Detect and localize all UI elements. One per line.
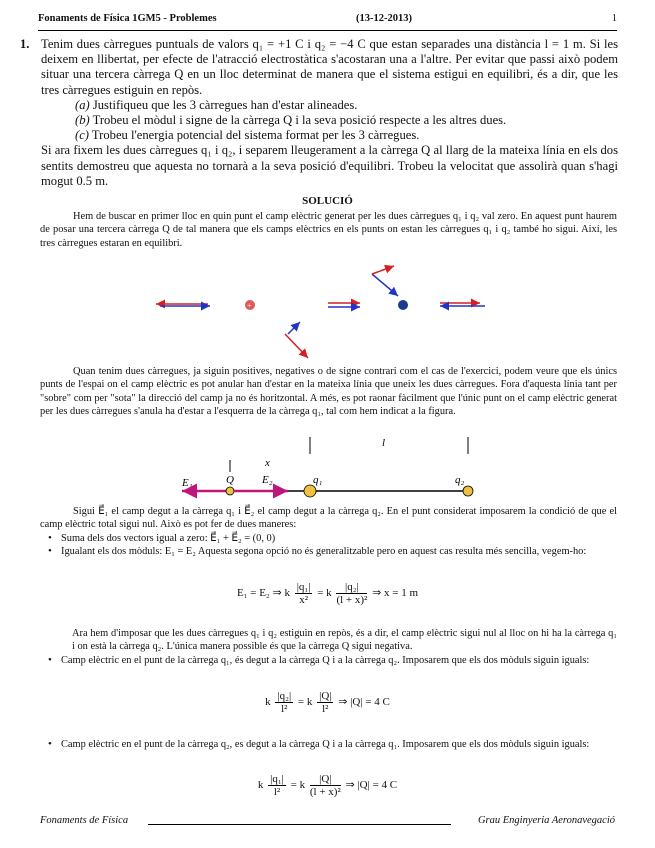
charge-q2 bbox=[463, 486, 473, 496]
item-text: Justifiqueu que les 3 càrregues han d'estar alineades. bbox=[92, 97, 358, 112]
solution-paragraph-3: Sigui E⃗₁ el camp degut a la càrrega q₁ i E⃗₂ el camp degut a la càrrega q₂. En el punt considerat imposarem la condició de que el camp elèctric total sigui nul. Això es pot fer de dues maneres: bbox=[40, 506, 617, 531]
eq1-right: ⇒ x = 1 m bbox=[372, 587, 419, 600]
label-Q: Q bbox=[226, 474, 234, 486]
solution-paragraph-2: Quan tenim dues càrregues, ja siguin positives, negatives o de signe contrari com el cas de l'exercici, podem veure que els únics punts de l'espai on el camp elèctric es pot anular han d'estar en la mateixa línia que uneix les dues càrregues. Fora d'aquesta línia tant per "sobre" com per "sota" la direcció del camp ja no és horitzontal. A més, es pot raonar fàcilment que l'únic punt on el camp elèctric generat per les dues càrregues s'anula ha d'estar a l'esquerra de la càrrega q₁, tal com hem indicat a la figura. bbox=[40, 366, 617, 418]
eq3-den2: (l + x)² bbox=[309, 786, 341, 798]
eq3-num1: |q₁| bbox=[270, 773, 284, 785]
bullet-item: • Igualant els dos mòduls: E₁ = E₂ Aquesta segona opció no és generalitzable pero en aquest cas resulta més sencilla, vegem-ho: bbox=[48, 545, 618, 558]
eq2-den2: l² bbox=[322, 703, 329, 715]
item-label: (c) bbox=[75, 128, 89, 143]
problem-text: Tenim dues càrregues puntuals de valors q₁ = +1 C i q₂ = −4 C que estan separades una distància l = 1 m. Si les deixem en llibertat, per efecte de l'atracció electrostàtica s'acostaran una a l'altre. Per evitar que passi això podem situar una tercera càrrega Q en un lloc determinat de manera que el sistema estigui en equilibri, és a dir, que les tres càrregues estiguin en repòs. bbox=[41, 37, 618, 97]
bullet-item: • Suma dels dos vectors igual a zero: E⃗₁ + E⃗₂ = (0, 0) bbox=[48, 532, 618, 545]
header-page-number: 1 bbox=[611, 13, 617, 24]
charge-q1 bbox=[304, 485, 316, 497]
eq3-mid: = k bbox=[290, 779, 306, 792]
label-x: x bbox=[265, 457, 270, 469]
equation-3 bbox=[0, 773, 655, 798]
eq3-fraction-2 bbox=[310, 773, 341, 798]
field-arrow-bottom-red bbox=[285, 334, 308, 358]
eq3-fraction-1 bbox=[268, 773, 286, 798]
problem-item-a bbox=[75, 98, 618, 113]
solution-paragraph-4: Ara hem d'imposar que les dues càrregues q₁ i q₂ estiguin en repòs, és a dir, el camp elèctric sigui nul al lloc on hi ha la càrrega q₁ i on està la càrrega q₂. L'única manera possible és que la càrrega Q sigui negativa. bbox=[72, 628, 617, 653]
eq1-num1: |q₁| bbox=[296, 581, 311, 593]
problem-item-c bbox=[75, 128, 618, 143]
problem-item-b bbox=[75, 113, 618, 128]
field-arrow-top-red bbox=[372, 266, 394, 274]
bullet-list-3 bbox=[48, 738, 618, 751]
item-label: (b) bbox=[75, 113, 90, 128]
problem-statement bbox=[20, 37, 618, 189]
eq2-fraction-1 bbox=[275, 690, 293, 715]
bullet-item: • Camp elèctric en el punt de la càrrega q₂, es degut a la càrrega Q i a la càrrega q₁. Imposarem que els dos mòduls siguin iguals: bbox=[48, 738, 618, 751]
eq1-den2: (l + x)² bbox=[336, 594, 368, 606]
eq2-mid: = k bbox=[297, 696, 313, 709]
eq2-right: ⇒ |Q| = 4 C bbox=[338, 696, 390, 709]
eq2-den1: l² bbox=[281, 703, 288, 715]
negative-charge bbox=[398, 300, 408, 310]
equation-1 bbox=[0, 581, 655, 606]
label-q2: q₂ bbox=[455, 474, 465, 486]
item-text: Trobeu el mòdul i signe de la càrrega Q i la seva posició respecte a les altres dues. bbox=[92, 113, 507, 128]
eq1-fraction-2 bbox=[336, 581, 367, 606]
eq2-num1: |q₂| bbox=[277, 690, 292, 702]
charges-line-figure bbox=[170, 432, 490, 502]
item-label: (a) bbox=[75, 97, 90, 112]
eq1-num2: |q₂| bbox=[336, 581, 367, 594]
item-text: Trobeu l'energia potencial del sistema format per les 3 càrregues. bbox=[91, 128, 420, 143]
header-title: Fonaments de Física 1GM5 - Problemes bbox=[38, 13, 217, 24]
eq1-left: E₁ = E₂ ⇒ k bbox=[236, 587, 290, 600]
problem-number: 1. bbox=[20, 37, 30, 51]
bullet-list-2 bbox=[48, 654, 618, 667]
eq2-k: k bbox=[265, 696, 271, 709]
label-l: l bbox=[382, 437, 386, 449]
footer-rule bbox=[148, 824, 451, 825]
label-q1: q₁ bbox=[313, 474, 323, 486]
solution-title: SOLUCIÓ bbox=[302, 195, 353, 207]
label-E1: E₁ bbox=[182, 477, 193, 489]
header-date: (13-12-2013) bbox=[356, 13, 412, 24]
problem-followup: Si ara fixem les dues càrregues q₁ i q₂, i separem lleugerament a la càrrega Q al llarg de la mateixa línia en els dos sentits demostreu que aquesta no tornarà a la seva posició d'equilibri. Trobeu la velocitat que assolirà quan s'hagi mogut 0.5 m. bbox=[41, 143, 618, 188]
field-lines-figure bbox=[140, 262, 500, 367]
eq2-num2: |Q| bbox=[319, 690, 332, 702]
charge-Q bbox=[226, 487, 234, 495]
eq3-right: ⇒ |Q| = 4 C bbox=[345, 779, 398, 792]
bullet-list-1 bbox=[48, 532, 618, 559]
eq1-fraction-1 bbox=[295, 581, 313, 606]
footer-left: Fonaments de Física bbox=[40, 815, 129, 826]
footer-right: Grau Enginyeria Aeronavegació bbox=[477, 815, 615, 826]
solution-paragraph-1: Hem de buscar en primer lloc en quin punt el camp elèctric generat per les dues càrregues q₁ i q₂ val zero. En aquest punt haurem de posar una tercera càrrega Q de tal manera que els camps elèctrics en els punts on estan les càrregues q₁ i q₂ també ho sigui. Així, les tres càrregues estaran en equilibri. bbox=[40, 211, 617, 249]
eq3-num2: |Q| bbox=[310, 773, 341, 786]
header-rule bbox=[38, 30, 617, 31]
plus-sign: + bbox=[247, 301, 252, 310]
eq3-den1: l² bbox=[273, 786, 281, 798]
eq1-den1: x² bbox=[299, 594, 308, 606]
field-arrow-top-blue bbox=[372, 274, 398, 296]
page-header bbox=[38, 13, 617, 29]
field-arrow-bottom-blue bbox=[288, 322, 300, 334]
eq3-k: k bbox=[257, 779, 264, 792]
bullet-item: • Camp elèctric en el punt de la càrrega q₁, és degut a la càrrega Q i a la càrrega q₂. Imposarem que els dos mòduls siguin iguals: bbox=[48, 654, 618, 667]
eq2-fraction-2 bbox=[317, 690, 333, 715]
eq1-mid: = k bbox=[317, 587, 332, 600]
equation-2 bbox=[0, 690, 655, 715]
label-E2: E₂ bbox=[262, 474, 273, 486]
